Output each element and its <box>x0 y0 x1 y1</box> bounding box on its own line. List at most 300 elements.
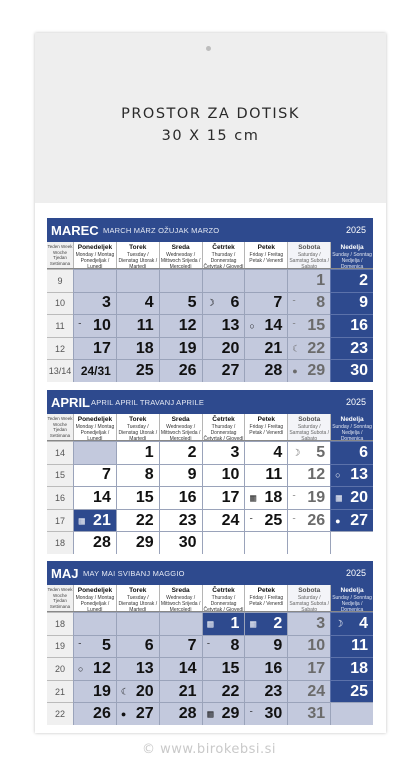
day-number: 14 <box>178 659 197 677</box>
day-number: 10 <box>93 316 111 334</box>
day-cell <box>244 441 287 464</box>
empty-day-cell <box>116 269 159 292</box>
days-grid <box>47 269 373 382</box>
day-number: 30 <box>264 705 283 723</box>
day-cell <box>116 441 159 464</box>
empty-day-cell <box>202 531 245 554</box>
day-number: 18 <box>264 488 283 506</box>
weekday-translations: Thursday / Donnerstag Četvrtak / Giovedì <box>203 252 244 268</box>
day-marker-icon: ○ <box>78 663 84 674</box>
day-number: 29 <box>135 534 154 552</box>
weekday-translations: Wednesday / Mittwoch Srijeda / Mercoledì <box>160 252 201 268</box>
day-number: 24 <box>307 682 326 700</box>
day-cell <box>244 635 287 658</box>
day-marker-icon: ᐨ <box>292 320 296 331</box>
day-number: 26 <box>307 511 326 529</box>
day-number: 29 <box>221 705 240 723</box>
day-number: 11 <box>265 466 283 484</box>
week-number-header: Teden Week Woche Tjedan Settimana <box>47 585 73 611</box>
day-number: 22 <box>307 339 326 357</box>
weekday-name: Četrtek <box>212 416 235 423</box>
day-marker-icon: ᐨ <box>78 640 82 651</box>
day-cell <box>330 680 373 703</box>
day-cell <box>330 612 373 635</box>
day-cell <box>116 702 159 725</box>
weekday-header <box>202 242 245 268</box>
day-cell <box>159 680 202 703</box>
day-cell <box>116 292 159 315</box>
weekday-name: Petek <box>257 587 276 594</box>
day-marker-icon: ᐨ <box>249 515 253 526</box>
month-header <box>47 390 373 414</box>
day-marker-icon: ᐨ <box>249 708 253 719</box>
month-name: MAREC <box>51 223 99 238</box>
day-cell <box>159 531 202 554</box>
day-cell <box>116 337 159 360</box>
day-cell <box>73 657 116 680</box>
weekday-name: Ponedeljek <box>77 416 113 423</box>
day-number: 8 <box>144 466 154 484</box>
weekday-header <box>202 414 245 440</box>
day-number: 23 <box>264 682 283 700</box>
weekday-header <box>116 242 159 268</box>
day-cell <box>73 314 116 337</box>
print-area-size: 30 X 15 cm <box>161 128 260 144</box>
weekday-name: Sreda <box>171 244 190 251</box>
weekday-name: Ponedeljek <box>77 587 113 594</box>
day-number: 16 <box>264 659 283 677</box>
day-number: 18 <box>350 659 368 677</box>
day-number: 10 <box>307 637 326 655</box>
day-marker-icon: ▦ <box>206 619 214 629</box>
day-marker-icon: ☽ <box>335 618 344 629</box>
day-marker-icon: ● <box>335 515 341 526</box>
day-cell <box>244 337 287 360</box>
weekday-name: Torek <box>129 244 147 251</box>
day-number: 27 <box>135 705 154 723</box>
day-number: 7 <box>273 294 283 312</box>
day-number: 21 <box>93 511 111 529</box>
weekday-header-row <box>47 242 373 269</box>
day-cell <box>287 314 330 337</box>
day-cell <box>116 657 159 680</box>
day-cell <box>116 486 159 509</box>
month-translations: MAY MAI SVIBANJ MAGGIO <box>83 569 185 578</box>
empty-day-cell <box>244 531 287 554</box>
calendar-sheet <box>35 33 386 733</box>
day-number: 25 <box>350 682 368 700</box>
day-cell <box>159 509 202 532</box>
day-number: 19 <box>307 488 326 506</box>
day-cell <box>244 657 287 680</box>
day-cell <box>287 269 330 292</box>
day-number: 25 <box>264 511 283 529</box>
day-cell <box>116 531 159 554</box>
week-number: 13/14 <box>47 359 73 382</box>
weekday-translations: Monday / Montag Ponedjeljak / Lunedì <box>75 595 115 611</box>
day-number: 2 <box>187 443 197 461</box>
print-area-title: PROSTOR ZA DOTISK <box>121 106 300 122</box>
day-number: 4 <box>359 614 368 632</box>
week-number: 22 <box>47 702 73 725</box>
day-cell <box>73 292 116 315</box>
empty-day-cell <box>73 441 116 464</box>
week-number: 10 <box>47 292 73 315</box>
day-cell <box>244 486 287 509</box>
day-cell <box>73 509 116 532</box>
weekday-header <box>116 585 159 611</box>
day-cell <box>73 337 116 360</box>
weekday-translations: Tuesday / Dienstag Utorak / Martedì <box>118 252 158 268</box>
day-number: 25 <box>135 362 154 380</box>
day-number: 2 <box>273 614 283 632</box>
day-number: 14 <box>264 316 283 334</box>
day-marker-icon: ᐨ <box>78 320 82 331</box>
empty-day-cell <box>287 531 330 554</box>
day-cell <box>330 657 373 680</box>
week-number: 11 <box>47 314 73 337</box>
weekday-translations: Friday / Freitag Petak / Venerdì <box>249 595 284 607</box>
day-cell <box>73 359 116 382</box>
empty-day-cell <box>159 269 202 292</box>
weekday-header-row <box>47 414 373 441</box>
day-cell <box>330 337 373 360</box>
day-number: 6 <box>144 637 154 655</box>
day-cell <box>330 314 373 337</box>
day-number: 30 <box>350 362 368 380</box>
day-cell <box>202 464 245 487</box>
day-cell <box>287 292 330 315</box>
weekday-header <box>330 242 373 268</box>
weekday-name: Torek <box>129 587 147 594</box>
weekday-name: Petek <box>257 244 276 251</box>
weekday-name: Ponedeljek <box>77 244 113 251</box>
day-cell <box>202 337 245 360</box>
day-cell <box>244 612 287 635</box>
day-cell <box>159 702 202 725</box>
day-number: 15 <box>307 316 326 334</box>
day-cell <box>202 441 245 464</box>
weekday-translations: Monday / Montag Ponedjeljak / Lunedì <box>75 424 115 440</box>
day-number: 12 <box>307 466 326 484</box>
day-marker-icon: ● <box>120 709 127 720</box>
weekday-header <box>330 585 373 611</box>
day-number: 6 <box>359 443 368 461</box>
weekday-name: Nedelja <box>340 244 364 251</box>
day-cell <box>202 292 245 315</box>
day-number: 11 <box>136 316 154 334</box>
day-cell <box>330 635 373 658</box>
day-marker-icon: ▦ <box>335 493 342 503</box>
day-cell <box>202 702 245 725</box>
day-cell <box>287 612 330 635</box>
day-number: 3 <box>101 294 111 312</box>
day-number: 14 <box>93 488 111 506</box>
day-marker-icon: ● <box>292 366 298 377</box>
hanging-hole <box>206 46 211 51</box>
weekday-header <box>202 585 245 611</box>
weekday-header <box>244 242 287 268</box>
day-number: 13 <box>135 659 154 677</box>
day-cell <box>73 635 116 658</box>
day-number: 4 <box>144 294 154 312</box>
weekday-translations: Thursday / Donnerstag Četvrtak / Giovedì <box>203 424 244 440</box>
day-number: 4 <box>273 443 283 461</box>
day-cell <box>330 486 373 509</box>
weekday-header <box>330 414 373 440</box>
day-marker-icon: ▦ <box>249 493 256 503</box>
day-number: 27 <box>221 362 240 380</box>
day-number: 24 <box>221 511 240 529</box>
weekday-header <box>159 242 202 268</box>
weekday-header <box>159 585 202 611</box>
week-number: 9 <box>47 269 73 292</box>
day-number: 3 <box>316 614 326 632</box>
day-number: 28 <box>178 705 197 723</box>
day-number: 1 <box>230 614 240 632</box>
empty-day-cell <box>73 269 116 292</box>
day-cell <box>202 314 245 337</box>
day-number: 22 <box>135 511 154 529</box>
empty-day-cell <box>330 531 373 554</box>
weekday-header-row <box>47 585 373 612</box>
day-cell <box>330 292 373 315</box>
day-number: 9 <box>187 466 197 484</box>
day-number: 24/31 <box>80 364 111 379</box>
day-marker-icon: ▦ <box>206 709 214 719</box>
day-number: 15 <box>221 659 240 677</box>
day-number: 27 <box>350 511 368 529</box>
day-number: 17 <box>307 659 326 677</box>
day-number: 18 <box>135 339 154 357</box>
day-cell <box>287 657 330 680</box>
weekday-header <box>287 242 330 268</box>
weekday-header <box>244 414 287 440</box>
day-cell <box>287 464 330 487</box>
month-block-0 <box>47 218 373 382</box>
day-cell <box>244 359 287 382</box>
month-year: 2025 <box>345 397 366 407</box>
day-marker-icon: ᐨ <box>206 640 211 651</box>
day-cell <box>159 657 202 680</box>
day-cell <box>116 359 159 382</box>
day-number: 28 <box>93 534 111 552</box>
empty-day-cell <box>159 612 202 635</box>
week-number: 17 <box>47 509 73 532</box>
day-number: 20 <box>221 339 240 357</box>
day-cell <box>202 657 245 680</box>
weekday-name: Petek <box>257 416 276 423</box>
weekday-header <box>287 414 330 440</box>
day-number: 13 <box>221 316 240 334</box>
day-number: 13 <box>350 466 368 484</box>
empty-day-cell <box>244 269 287 292</box>
day-cell <box>287 337 330 360</box>
day-cell <box>159 359 202 382</box>
month-year: 2025 <box>345 225 366 235</box>
day-cell <box>202 680 245 703</box>
day-cell <box>202 359 245 382</box>
day-number: 20 <box>350 488 368 506</box>
weekday-header <box>287 585 330 611</box>
day-number: 17 <box>221 488 240 506</box>
day-cell <box>159 464 202 487</box>
weekday-translations: Tuesday / Dienstag Utorak / Martedì <box>118 424 158 440</box>
month-header <box>47 561 373 585</box>
month-header <box>47 218 373 242</box>
weekday-name: Sobota <box>298 587 321 594</box>
day-cell <box>159 314 202 337</box>
day-marker-icon: ☾ <box>292 343 301 354</box>
day-cell <box>287 486 330 509</box>
empty-day-cell <box>330 702 373 725</box>
empty-day-cell <box>202 269 245 292</box>
empty-day-cell <box>116 612 159 635</box>
month-name: APRIL <box>51 395 90 410</box>
day-cell <box>73 464 116 487</box>
empty-day-cell <box>73 612 116 635</box>
day-number: 8 <box>230 637 240 655</box>
day-cell <box>330 269 373 292</box>
day-number: 21 <box>178 682 197 700</box>
week-number: 18 <box>47 531 73 554</box>
weekday-name: Sreda <box>171 416 190 423</box>
month-translations: MARCH MÄRZ OŽUJAK MARZO <box>103 226 220 235</box>
day-cell <box>159 441 202 464</box>
day-number: 16 <box>350 316 368 334</box>
print-area <box>35 33 386 203</box>
weekday-header <box>73 585 116 611</box>
day-cell <box>287 635 330 658</box>
month-year: 2025 <box>345 568 366 578</box>
day-marker-icon: ▦ <box>249 619 256 629</box>
weekday-name: Torek <box>129 416 147 423</box>
weekday-translations: Tuesday / Dienstag Utorak / Martedì <box>118 595 158 611</box>
day-cell <box>202 635 245 658</box>
month-name: MAJ <box>51 566 79 581</box>
weekday-name: Sreda <box>171 587 190 594</box>
day-number: 9 <box>359 294 368 312</box>
weekday-name: Nedelja <box>340 587 364 594</box>
day-number: 22 <box>221 682 240 700</box>
month-block-1 <box>47 390 373 554</box>
day-number: 1 <box>316 271 326 289</box>
weekday-name: Sobota <box>298 244 321 251</box>
day-cell <box>287 359 330 382</box>
weekday-translations: Wednesday / Mittwoch Srijeda / Mercoledì <box>160 424 201 440</box>
day-number: 26 <box>93 705 111 723</box>
week-number: 14 <box>47 441 73 464</box>
day-cell <box>330 441 373 464</box>
day-number: 3 <box>230 443 240 461</box>
day-marker-icon: ᐨ <box>292 297 296 308</box>
day-number: 12 <box>93 659 111 677</box>
day-number: 21 <box>264 339 283 357</box>
day-marker-icon: ᐨ <box>292 492 296 503</box>
day-number: 9 <box>273 637 283 655</box>
day-cell <box>73 680 116 703</box>
weekday-name: Četrtek <box>212 587 235 594</box>
day-cell <box>287 680 330 703</box>
day-marker-icon: ☾ <box>120 686 129 697</box>
weekday-translations: Sunday / Sonntag Nedjelja / Domenica <box>332 595 372 611</box>
week-number: 19 <box>47 635 73 658</box>
weekday-translations: Saturday / Samstag Subota / Sabato <box>289 595 330 611</box>
weekday-name: Četrtek <box>212 244 235 251</box>
weekday-translations: Saturday / Samstag Subota / Sabato <box>289 424 330 440</box>
day-number: 8 <box>316 294 326 312</box>
week-number: 20 <box>47 657 73 680</box>
day-cell <box>159 292 202 315</box>
weekday-translations: Monday / Montag Ponedjeljak / Lunedì <box>75 252 115 268</box>
day-number: 17 <box>93 339 111 357</box>
day-cell <box>202 486 245 509</box>
weekday-header <box>73 414 116 440</box>
day-cell <box>287 441 330 464</box>
day-cell <box>244 509 287 532</box>
day-number: 15 <box>135 488 154 506</box>
day-cell <box>73 486 116 509</box>
day-cell <box>116 680 159 703</box>
weekday-header <box>244 585 287 611</box>
day-cell <box>116 635 159 658</box>
month-translations: APRIL APRIL TRAVANJ APRILE <box>91 398 205 407</box>
day-number: 26 <box>178 362 197 380</box>
day-cell <box>73 531 116 554</box>
weekday-header <box>73 242 116 268</box>
day-cell <box>330 359 373 382</box>
week-number: 21 <box>47 680 73 703</box>
weekday-name: Nedelja <box>340 416 364 423</box>
week-number: 15 <box>47 464 73 487</box>
day-cell <box>202 612 245 635</box>
weekday-translations: Friday / Freitag Petak / Venerdì <box>249 424 284 436</box>
day-cell <box>73 702 116 725</box>
footer-watermark: © www.birokebsi.si <box>141 742 277 757</box>
day-number: 12 <box>178 316 197 334</box>
day-number: 6 <box>230 294 240 312</box>
day-number: 19 <box>93 682 111 700</box>
day-number: 2 <box>359 271 368 289</box>
day-marker-icon: ▦ <box>78 516 85 526</box>
day-cell <box>116 509 159 532</box>
month-block-2 <box>47 561 373 725</box>
day-number: 7 <box>101 466 111 484</box>
weekday-translations: Sunday / Sonntag Nedjelja / Domenica <box>332 252 372 268</box>
day-cell <box>244 292 287 315</box>
weekday-translations: Saturday / Samstag Subota / Sabato <box>289 252 330 268</box>
day-number: 31 <box>307 705 326 723</box>
day-cell <box>202 509 245 532</box>
days-grid <box>47 612 373 725</box>
day-number: 7 <box>187 637 197 655</box>
day-marker-icon: ○ <box>335 470 341 481</box>
weekday-translations: Friday / Freitag Petak / Venerdì <box>249 252 284 264</box>
day-number: 19 <box>178 339 197 357</box>
day-marker-icon: ☽ <box>292 447 301 458</box>
week-number-header: Teden Week Woche Tjedan Settimana <box>47 414 73 440</box>
day-cell <box>159 486 202 509</box>
day-number: 23 <box>178 511 197 529</box>
weekday-translations: Wednesday / Mittwoch Srijeda / Mercoledì <box>160 595 201 611</box>
day-number: 5 <box>316 443 326 461</box>
week-number-header: Teden Week Woche Tjedan Settimana <box>47 242 73 268</box>
day-cell <box>330 509 373 532</box>
weekday-header <box>159 414 202 440</box>
day-number: 30 <box>178 534 197 552</box>
day-cell <box>244 680 287 703</box>
day-number: 28 <box>264 362 283 380</box>
